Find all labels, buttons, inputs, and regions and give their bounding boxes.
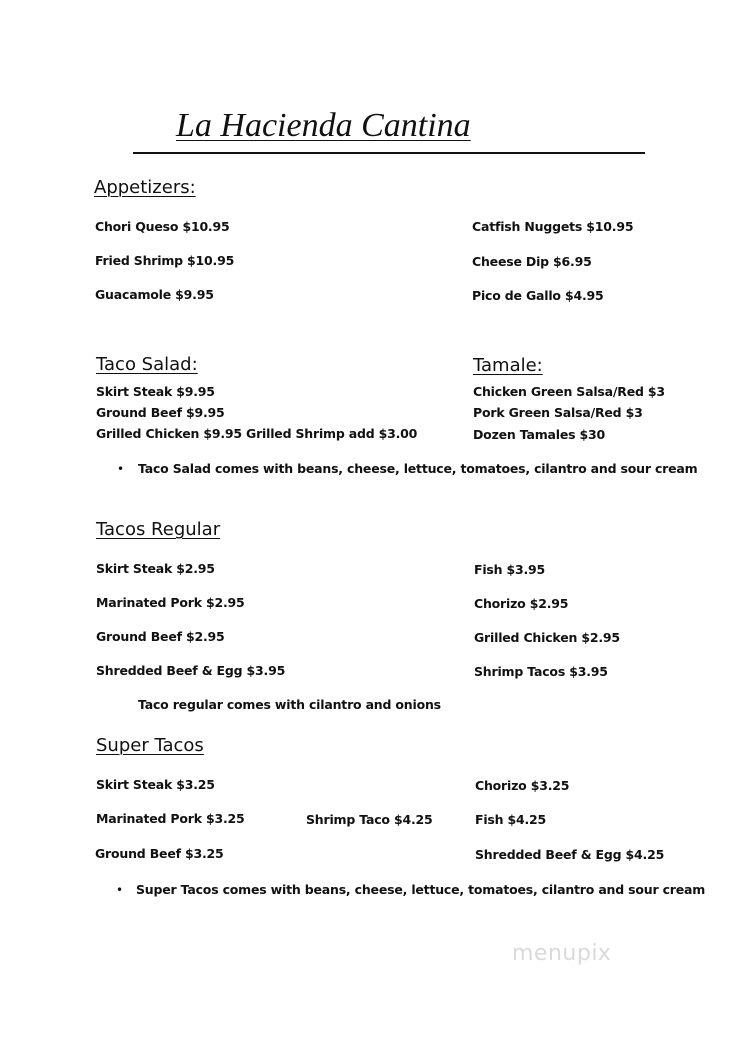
super-tacos-heading: Super Tacos bbox=[96, 735, 204, 756]
menu-item: Fried Shrimp $10.95 bbox=[95, 253, 235, 268]
menu-item: Shredded Beef & Egg $4.25 bbox=[475, 847, 665, 862]
menu-item: Marinated Pork $3.25 bbox=[96, 811, 245, 826]
menu-item: Cheese Dip $6.95 bbox=[472, 254, 592, 269]
menu-item: Shrimp Tacos $3.95 bbox=[474, 664, 608, 679]
bullet-icon: • bbox=[117, 462, 125, 476]
menu-title: La Hacienda Cantina bbox=[176, 107, 471, 144]
menu-item: Fish $3.95 bbox=[474, 562, 546, 577]
watermark: menupix bbox=[512, 941, 612, 966]
menu-item: Ground Beef $9.95 bbox=[96, 405, 225, 420]
tacos-regular-heading: Tacos Regular bbox=[96, 519, 221, 540]
menu-item: Chicken Green Salsa/Red $3 bbox=[473, 384, 665, 399]
appetizers-heading: Appetizers: bbox=[94, 177, 196, 198]
menu-item: Shrimp Taco $4.25 bbox=[306, 812, 433, 827]
menu-item: Chori Queso $10.95 bbox=[95, 219, 230, 234]
bullet-icon: • bbox=[116, 883, 124, 897]
menu-item: Ground Beef $3.25 bbox=[95, 846, 224, 861]
menu-item: Ground Beef $2.95 bbox=[96, 629, 225, 644]
title-rule bbox=[133, 152, 645, 154]
menu-item: Chorizo $2.95 bbox=[474, 596, 569, 611]
menu-item: Skirt Steak $2.95 bbox=[96, 561, 215, 576]
menu-item: Pork Green Salsa/Red $3 bbox=[473, 405, 643, 420]
taco-salad-heading: Taco Salad: bbox=[96, 354, 198, 375]
menu-item: Grilled Chicken $9.95 Grilled Shrimp add $3.00 bbox=[96, 426, 418, 441]
menu-item: Skirt Steak $9.95 bbox=[96, 384, 215, 399]
menu-item: Skirt Steak $3.25 bbox=[96, 777, 215, 792]
super-tacos-note: Super Tacos comes with beans, cheese, lettuce, tomatoes, cilantro and sour cream bbox=[136, 882, 706, 897]
tacos-regular-note: Taco regular comes with cilantro and onions bbox=[138, 697, 441, 712]
menu-item: Grilled Chicken $2.95 bbox=[474, 630, 620, 645]
menu-item: Dozen Tamales $30 bbox=[473, 427, 606, 442]
menu-item: Fish $4.25 bbox=[475, 812, 547, 827]
menu-item: Guacamole $9.95 bbox=[95, 287, 214, 302]
menu-item: Chorizo $3.25 bbox=[475, 778, 570, 793]
menu-item: Marinated Pork $2.95 bbox=[96, 595, 245, 610]
menu-item: Pico de Gallo $4.95 bbox=[472, 288, 604, 303]
taco-salad-note: Taco Salad comes with beans, cheese, lettuce, tomatoes, cilantro and sour cream bbox=[138, 461, 698, 476]
tamale-heading: Tamale: bbox=[473, 355, 543, 376]
menu-item: Catfish Nuggets $10.95 bbox=[472, 219, 634, 234]
menu-item: Shredded Beef & Egg $3.95 bbox=[96, 663, 286, 678]
